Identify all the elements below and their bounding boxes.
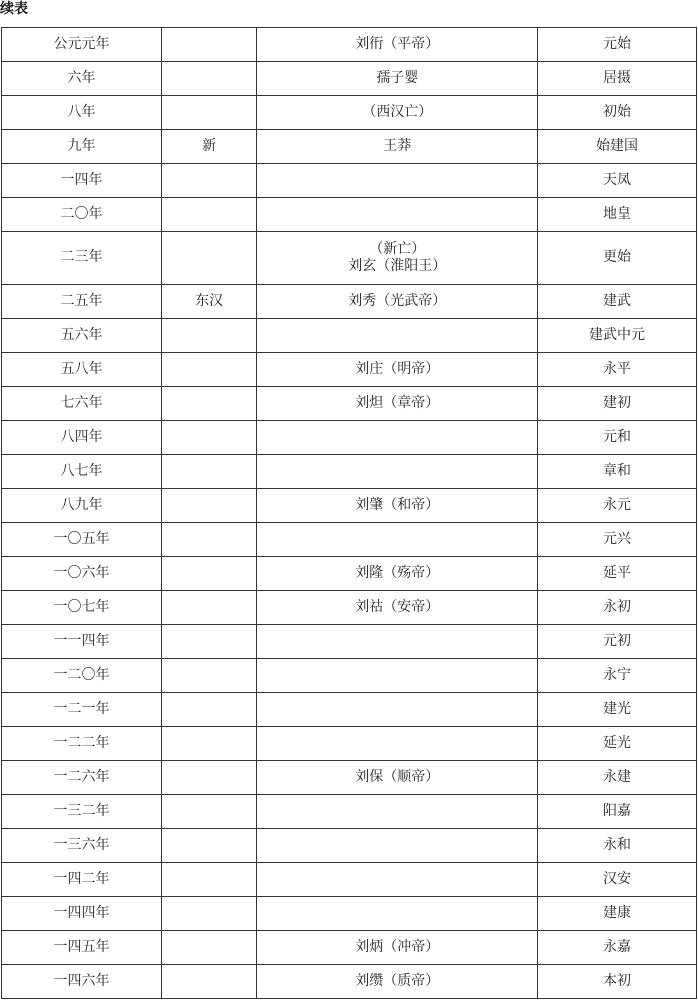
dynasty-cell bbox=[161, 353, 257, 387]
era-cell: 居摄 bbox=[538, 62, 697, 96]
year-cell: 一一四年 bbox=[2, 625, 162, 659]
table-row bbox=[2, 591, 697, 625]
ruler-cell bbox=[257, 659, 538, 693]
dynasty-cell bbox=[161, 455, 257, 489]
ruler-cell bbox=[257, 523, 538, 557]
dynasty-cell bbox=[161, 931, 257, 965]
era-cell: 始建国 bbox=[538, 130, 697, 164]
year-cell: 五八年 bbox=[2, 353, 162, 387]
dynasty-cell bbox=[161, 863, 257, 897]
dynasty-cell bbox=[161, 387, 257, 421]
ruler-cell bbox=[257, 557, 538, 591]
ruler-cell bbox=[257, 421, 538, 455]
ruler-cell bbox=[257, 761, 538, 795]
ruler-cell bbox=[257, 198, 538, 232]
ruler-cell bbox=[257, 625, 538, 659]
year-cell: 一四二年 bbox=[2, 863, 162, 897]
year-cell: 一二〇年 bbox=[2, 659, 162, 693]
ruler-cell bbox=[257, 96, 538, 130]
era-cell: 建初 bbox=[538, 387, 697, 421]
era-cell: 建康 bbox=[538, 897, 697, 931]
era-cell: 永元 bbox=[538, 489, 697, 523]
era-cell: 永平 bbox=[538, 353, 697, 387]
dynasty-cell bbox=[161, 897, 257, 931]
table-row bbox=[2, 523, 697, 557]
dynasty-cell bbox=[161, 198, 257, 232]
ruler-line: 刘祜（安帝） bbox=[355, 598, 440, 615]
dynasty-cell bbox=[161, 795, 257, 829]
dynasty-cell bbox=[161, 523, 257, 557]
ruler-line: 王莽 bbox=[383, 137, 412, 154]
table-row bbox=[2, 625, 697, 659]
dynasty-cell bbox=[161, 319, 257, 353]
era-cell: 永和 bbox=[538, 829, 697, 863]
year-cell: 八九年 bbox=[2, 489, 162, 523]
ruler-cell bbox=[257, 28, 538, 62]
ruler-cell bbox=[257, 387, 538, 421]
dynasty-cell bbox=[161, 659, 257, 693]
table-row bbox=[2, 353, 697, 387]
table-row bbox=[2, 421, 697, 455]
era-cell: 延平 bbox=[538, 557, 697, 591]
era-cell: 汉安 bbox=[538, 863, 697, 897]
table-row bbox=[2, 761, 697, 795]
ruler-line: 刘隆（殇帝） bbox=[355, 564, 440, 581]
year-cell: 二五年 bbox=[2, 285, 162, 319]
year-cell: 一二六年 bbox=[2, 761, 162, 795]
ruler-line: 刘秀（光武帝） bbox=[348, 292, 447, 309]
ruler-cell bbox=[257, 931, 538, 965]
ruler-line: 刘庄（明帝） bbox=[355, 360, 440, 377]
page-title: 续表 bbox=[0, 1, 28, 17]
era-cell: 永初 bbox=[538, 591, 697, 625]
dynasty-cell bbox=[161, 829, 257, 863]
era-cell: 初始 bbox=[538, 96, 697, 130]
ruler-line: 刘保（顺帝） bbox=[355, 768, 440, 785]
dynasty-cell bbox=[161, 28, 257, 62]
ruler-line: 刘衎（平帝） bbox=[355, 35, 440, 52]
era-cell: 地皇 bbox=[538, 198, 697, 232]
year-cell: 一〇六年 bbox=[2, 557, 162, 591]
table-row bbox=[2, 489, 697, 523]
table-row bbox=[2, 319, 697, 353]
table-row bbox=[2, 897, 697, 931]
era-cell: 元初 bbox=[538, 625, 697, 659]
table-row bbox=[2, 164, 697, 198]
year-cell: 九年 bbox=[2, 130, 162, 164]
ruler-line: 孺子婴 bbox=[376, 69, 419, 86]
ruler-cell bbox=[257, 829, 538, 863]
ruler-cell bbox=[257, 285, 538, 319]
era-cell: 元兴 bbox=[538, 523, 697, 557]
ruler-line: 刘炟（章帝） bbox=[355, 394, 440, 411]
year-cell: 八四年 bbox=[2, 421, 162, 455]
ruler-cell bbox=[257, 693, 538, 727]
table-row bbox=[2, 96, 697, 130]
dynasty-cell bbox=[161, 761, 257, 795]
dynasty-cell bbox=[161, 591, 257, 625]
ruler-line: （新亡） bbox=[369, 240, 426, 257]
era-cell: 本初 bbox=[538, 965, 697, 999]
ruler-cell bbox=[257, 130, 538, 164]
era-cell: 建光 bbox=[538, 693, 697, 727]
ruler-cell bbox=[257, 232, 538, 285]
ruler-cell bbox=[257, 319, 538, 353]
table-row bbox=[2, 693, 697, 727]
ruler-cell bbox=[257, 591, 538, 625]
dynasty-cell bbox=[161, 489, 257, 523]
table-row bbox=[2, 795, 697, 829]
dynasty-cell bbox=[161, 164, 257, 198]
ruler-cell bbox=[257, 795, 538, 829]
year-cell: 七六年 bbox=[2, 387, 162, 421]
chronology-table bbox=[1, 27, 697, 999]
year-cell: 一四五年 bbox=[2, 931, 162, 965]
dynasty-cell: 东汉 bbox=[161, 285, 257, 319]
table-row bbox=[2, 829, 697, 863]
era-cell: 建武 bbox=[538, 285, 697, 319]
table-row bbox=[2, 130, 697, 164]
year-cell: 一三二年 bbox=[2, 795, 162, 829]
era-cell: 更始 bbox=[538, 232, 697, 285]
dynasty-cell bbox=[161, 96, 257, 130]
year-cell: 一四四年 bbox=[2, 897, 162, 931]
table-row bbox=[2, 931, 697, 965]
era-cell: 元和 bbox=[538, 421, 697, 455]
era-cell: 永宁 bbox=[538, 659, 697, 693]
ruler-cell bbox=[257, 353, 538, 387]
ruler-line: 刘肇（和帝） bbox=[355, 496, 440, 513]
ruler-cell bbox=[257, 489, 538, 523]
ruler-line: 刘炳（冲帝） bbox=[355, 938, 440, 955]
dynasty-cell bbox=[161, 62, 257, 96]
year-cell: 一二一年 bbox=[2, 693, 162, 727]
year-cell: 公元元年 bbox=[2, 28, 162, 62]
year-cell: 一〇七年 bbox=[2, 591, 162, 625]
ruler-line: 刘缵（质帝） bbox=[355, 972, 440, 989]
table-row bbox=[2, 557, 697, 591]
table-row bbox=[2, 863, 697, 897]
dynasty-cell bbox=[161, 727, 257, 761]
year-cell: 一三六年 bbox=[2, 829, 162, 863]
ruler-cell bbox=[257, 897, 538, 931]
era-cell: 永建 bbox=[538, 761, 697, 795]
year-cell: 二三年 bbox=[2, 232, 162, 285]
year-cell: 一四年 bbox=[2, 164, 162, 198]
ruler-cell bbox=[257, 727, 538, 761]
table-row bbox=[2, 62, 697, 96]
dynasty-cell bbox=[161, 421, 257, 455]
ruler-cell bbox=[257, 863, 538, 897]
table-row bbox=[2, 727, 697, 761]
table-row bbox=[2, 965, 697, 999]
era-cell: 元始 bbox=[538, 28, 697, 62]
table-row bbox=[2, 232, 697, 285]
era-cell: 章和 bbox=[538, 455, 697, 489]
table-row bbox=[2, 285, 697, 319]
year-cell: 八七年 bbox=[2, 455, 162, 489]
era-cell: 建武中元 bbox=[538, 319, 697, 353]
table-row bbox=[2, 659, 697, 693]
table-row bbox=[2, 387, 697, 421]
era-cell: 永嘉 bbox=[538, 931, 697, 965]
ruler-cell bbox=[257, 455, 538, 489]
dynasty-cell bbox=[161, 693, 257, 727]
table-row bbox=[2, 455, 697, 489]
table-row bbox=[2, 198, 697, 232]
era-cell: 延光 bbox=[538, 727, 697, 761]
year-cell: 八年 bbox=[2, 96, 162, 130]
dynasty-cell bbox=[161, 625, 257, 659]
ruler-cell bbox=[257, 62, 538, 96]
year-cell: 二〇年 bbox=[2, 198, 162, 232]
ruler-cell bbox=[257, 965, 538, 999]
dynasty-cell bbox=[161, 232, 257, 285]
year-cell: 五六年 bbox=[2, 319, 162, 353]
chronology-table-body bbox=[2, 28, 697, 999]
dynasty-cell bbox=[161, 965, 257, 999]
year-cell: 一〇五年 bbox=[2, 523, 162, 557]
dynasty-cell: 新 bbox=[161, 130, 257, 164]
year-cell: 六年 bbox=[2, 62, 162, 96]
ruler-line: 刘玄（淮阳王） bbox=[348, 258, 447, 274]
ruler-cell bbox=[257, 164, 538, 198]
table-row bbox=[2, 28, 697, 62]
dynasty-cell bbox=[161, 557, 257, 591]
year-cell: 一四六年 bbox=[2, 965, 162, 999]
ruler-line: （西汉亡） bbox=[362, 103, 433, 120]
era-cell: 天凤 bbox=[538, 164, 697, 198]
era-cell: 阳嘉 bbox=[538, 795, 697, 829]
year-cell: 一二二年 bbox=[2, 727, 162, 761]
